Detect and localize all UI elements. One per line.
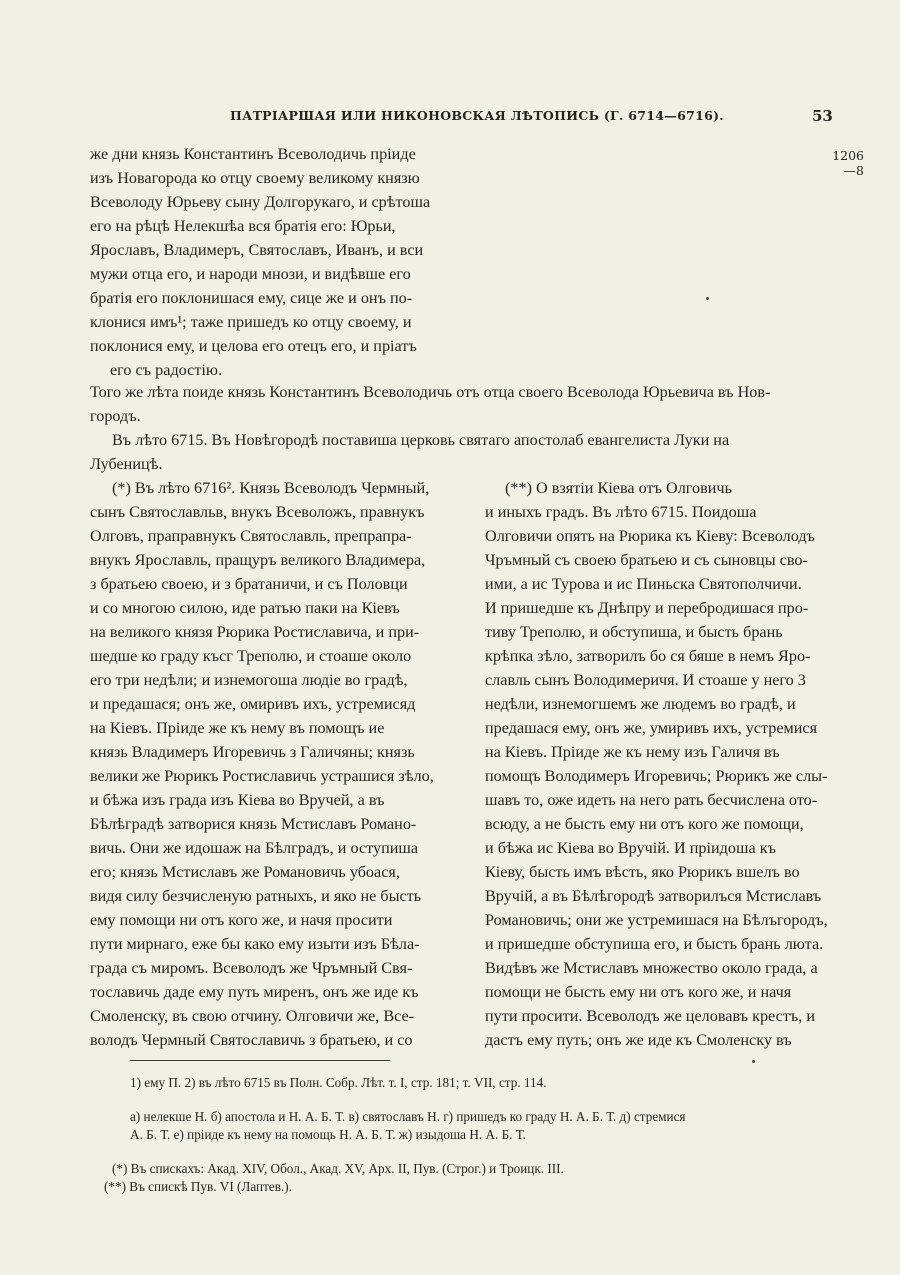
left-column-line: вичь. Они же идошаж на Бѣлградъ, и оступиша xyxy=(90,839,419,857)
footnote-lettered: А. Б. Т. е) пріиде къ нему на помощь Н. А. Б. Т. ж) изыдоша Н. А. Б. Т. xyxy=(130,1127,526,1142)
margin-year-end: —8 xyxy=(843,163,864,178)
left-column-line: на великого князя Рюрика Ростиславича, и при- xyxy=(90,623,420,641)
right-column-line: ими, а ис Турова и ис Пиньска Святополчичи. xyxy=(485,575,802,593)
right-column-line: Кіеву, бысть имъ вѣсть, яко Рюрикъ вшелъ во xyxy=(485,863,800,881)
left-column-line: (*) Въ лѣто 6716². Князь Всеволодъ Чермный, xyxy=(112,479,430,497)
footnote-source: (*) Въ спискахъ: Акад. XIV, Обол., Акад. XV, Арх. II, Пув. (Строг.) и Троицк. III. xyxy=(112,1161,564,1176)
footnote-rule xyxy=(130,1060,390,1061)
top-text-line: Всеволоду Юрьеву сыну Долгорукаго, и срѣтоша xyxy=(90,193,431,211)
print-speck xyxy=(706,297,709,300)
full-text-line: Въ лѣто 6715. Въ Новѣгородѣ поставиша церковь святаго апостолаб евангелиста Луки на xyxy=(112,431,730,449)
right-column-line: (**) О взятіи Кіева отъ Олговичь xyxy=(505,479,732,497)
left-column-line: князь Владимеръ Игоревичь з Галичяны; князь xyxy=(90,743,415,761)
right-column-line: всюду, а не бысть ему ни отъ кого же помощи, xyxy=(485,815,804,833)
full-text-line: городъ. xyxy=(90,407,141,425)
left-column-line: и со многою силою, иде ратью паки на Кіевъ xyxy=(90,599,400,617)
left-column-line: володъ Чермный Святославичь з братьею, и со xyxy=(90,1031,413,1049)
top-text-line: его съ радостію. xyxy=(110,361,223,379)
left-column-line: внукъ Ярославль, пращуръ великого Владимера, xyxy=(90,551,426,569)
full-text-line: Того же лѣта поиде князь Константинъ Всеволодичь отъ отца своего Всеволода Юрьевича въ Нов- xyxy=(90,383,771,401)
margin-year-note xyxy=(830,148,864,178)
left-column-line: сынъ Святославльв, внукъ Всеволожъ, правнукъ xyxy=(90,503,425,521)
top-text-line: клонися имъ¹; таже пришедъ ко отцу своему, и xyxy=(90,313,412,331)
right-column-line: пути просити. Всеволодъ же целовавъ крестъ, и xyxy=(485,1007,816,1025)
print-speck xyxy=(752,1060,755,1063)
right-column-line: Романовичь; они же устремишася на Бѣлъгородъ, xyxy=(485,911,828,929)
right-column-line: тиву Треполю, и обступиша, и бысть брань xyxy=(485,623,783,641)
full-text-line: Лубеницѣ. xyxy=(90,455,163,473)
left-column-line: и бѣжа изъ града изъ Кіева во Вручей, а въ xyxy=(90,791,385,809)
footnote-lettered: а) нелекше Н. б) апостола и Н. А. Б. Т. в) святославъ Н. г) пришедъ ко граду Н. А. Б. Т. д) стремися xyxy=(130,1109,686,1124)
top-text-line: братія его поклонишася ему, сице же и онъ по- xyxy=(90,289,413,307)
right-column-line: крѣпка зѣло, затворилъ бо ся бяше в немъ Яро- xyxy=(485,647,811,665)
right-column-line: Вручій, а въ Бѣлѣгородѣ затворилъся Мстиславъ xyxy=(485,887,822,905)
right-column-line: дастъ ему путь; онъ же иде къ Смоленску въ xyxy=(485,1031,792,1049)
top-text-line: поклонися ему, и целова его отецъ его, и пріатъ xyxy=(90,337,417,355)
right-column-line: предашася ему, онъ же, умиривъ ихъ, устремися xyxy=(485,719,818,737)
running-header: ПАТРІАРШАЯ ИЛИ НИКОНОВСКАЯ ЛѢТОПИСЬ (Г. 6714—6716). xyxy=(230,108,724,123)
right-column-line: И пришедше къ Днѣпру и перебродишася про- xyxy=(485,599,809,617)
right-column-line: и иныхъ градъ. Въ лѣто 6715. Поидоша xyxy=(485,503,757,521)
left-column-line: его три недѣли; и изнемогоша людіе во градѣ, xyxy=(90,671,408,689)
left-column-line: ему помощи ни отъ кого же, и начя просити xyxy=(90,911,393,929)
footnote-numbered: 1) ему П. 2) въ лѣто 6715 въ Полн. Собр. Лѣт. т. I, стр. 181; т. VII, стр. 114. xyxy=(130,1075,547,1090)
right-column-line: Видѣвъ же Мстиславъ множество около града, а xyxy=(485,959,818,977)
right-column-line: и пришедше обступиша его, и бысть брань люта. xyxy=(485,935,824,953)
right-column-line: Олговичи опять на Рюрика къ Кіеву: Всеволодъ xyxy=(485,527,815,545)
top-text-line: Ярославъ, Владимеръ, Святославъ, Иванъ, и вси xyxy=(90,241,424,259)
left-column-line: Смоленску, въ свою отчину. Олговичи же, Все- xyxy=(90,1007,415,1025)
page-number: 53 xyxy=(812,107,833,125)
left-column-line: пути мирнаго, еже бы како ему изыти изъ Бѣла- xyxy=(90,935,420,953)
right-column-line: Чръмный съ своею братьею и съ сыновцы сво- xyxy=(485,551,808,569)
left-column-line: з братьею своею, и з братаничи, и съ Половци xyxy=(90,575,408,593)
right-column-line: и бѣжа ис Кіева во Вручій. И пріидоша къ xyxy=(485,839,776,857)
left-column-line: на Кіевъ. Пріиде же къ нему въ помощъ ие xyxy=(90,719,385,737)
footnote-source: (**) Въ спискѣ Пув. VI (Лаптев.). xyxy=(104,1179,292,1194)
right-column-line: помощи не бысть ему ни отъ кого же, и начя xyxy=(485,983,792,1001)
right-column-line: помощъ Володимеръ Игоревичь; Рюрикъ же слы- xyxy=(485,767,828,785)
right-column-line: шавъ то, оже идеть на него рать бесчислена ото- xyxy=(485,791,818,809)
left-column-line: града съ миромъ. Всеволодъ же Чръмный Свя- xyxy=(90,959,413,977)
left-column-line: тославичь даде ему путь миренъ, онъ же иде къ xyxy=(90,983,419,1001)
top-text-line: его на рѣцѣ Нелекшѣа вся братія его: Юрьи, xyxy=(90,217,396,235)
left-column-line: Бѣлѣградѣ затворися князь Мстиславъ Романо- xyxy=(90,815,417,833)
left-column-line: Олговъ, праправнукъ Святославль, препрапра- xyxy=(90,527,412,545)
left-column-line: его; князь Мстиславъ же Романовичь убоася, xyxy=(90,863,400,881)
top-text-line: изъ Новагорода ко отцу своему великому князю xyxy=(90,169,420,187)
left-column-line: и предашася; онъ же, омиривъ ихъ, устремисяд xyxy=(90,695,416,713)
left-column-line: велики же Рюрикъ Ростиславичь устрашися зѣло, xyxy=(90,767,434,785)
right-column-line: славль сынъ Володимеричя. И стоаше у него 3 xyxy=(485,671,806,689)
left-column-line: видя силу безчисленую ратныхъ, и яко не бысть xyxy=(90,887,422,905)
margin-year-start: 1206 xyxy=(832,148,864,163)
right-column-line: на Кіевъ. Пріиде же къ нему изъ Галичя въ xyxy=(485,743,780,761)
top-text-line: мужи отца его, и народи мнози, и видѣвше его xyxy=(90,265,411,283)
left-column-line: шедше ко граду късг Треполю, и стоаше около xyxy=(90,647,412,665)
right-column-line: недѣли, изнемогшемъ же людемъ во градѣ, и xyxy=(485,695,796,713)
top-text-line: же дни князь Константинъ Всеволодичь пріиде xyxy=(90,145,416,163)
